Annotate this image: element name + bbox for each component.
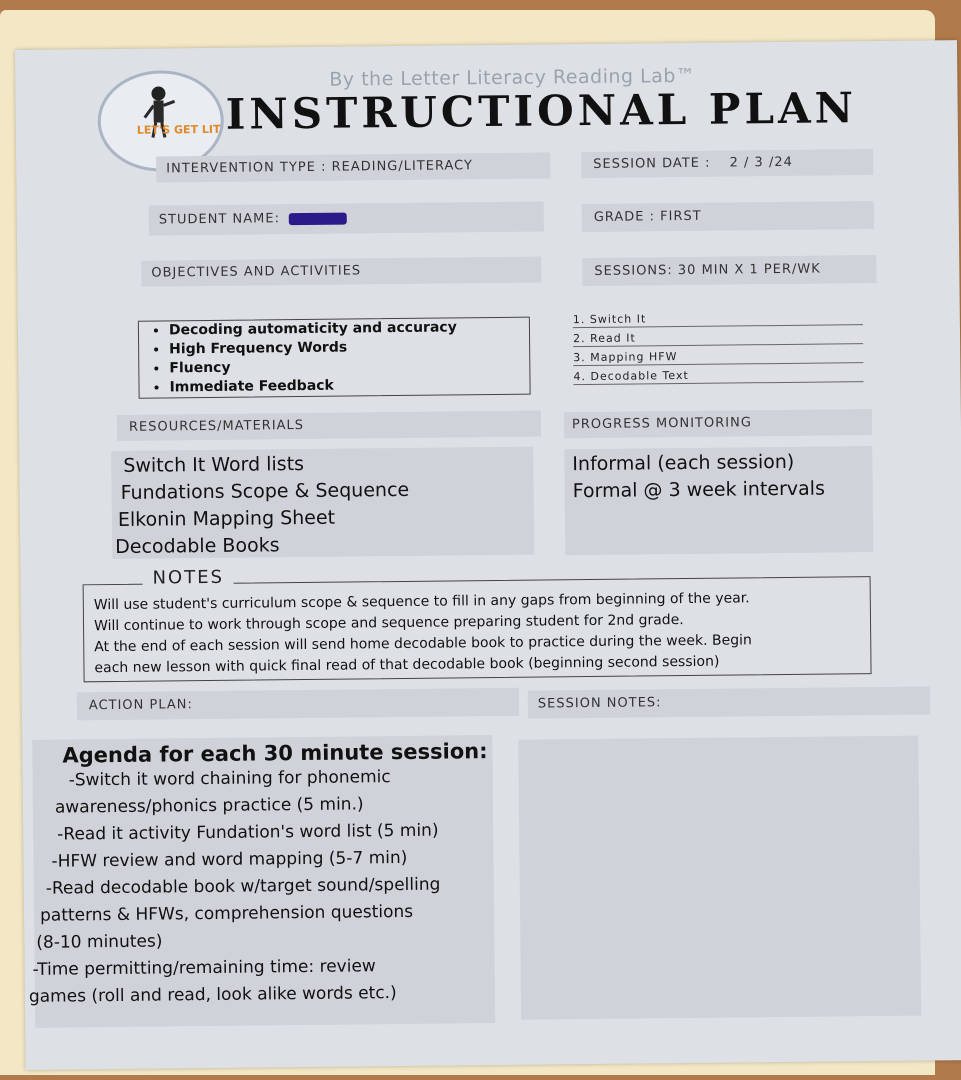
progress-list [564, 446, 873, 555]
resource-item: Elkonin Mapping Sheet [117, 506, 336, 531]
instructional-plan-page [15, 40, 961, 1070]
progress-header [564, 409, 872, 438]
agenda-line: awareness/phonics practice (5 min.) [54, 794, 364, 818]
figure-icon [100, 73, 221, 169]
student-name-label: STUDENT NAME: [158, 211, 281, 228]
resources-header [117, 411, 541, 441]
resource-item: Fundations Scope & Sequence [120, 478, 410, 504]
grade-text: GRADE : FIRST [593, 208, 702, 225]
notes-body [84, 577, 871, 679]
progress-item: Informal (each session) [572, 450, 795, 476]
logo-text: LET'S GET LIT [136, 122, 221, 137]
step-item: 2. Read It [573, 325, 863, 347]
agenda-line: -Read it activity Fundation's word list (5 min) [57, 820, 439, 845]
objectives-list [139, 318, 530, 398]
notes-line: Will use student's curriculum scope & sequence to fill in any gaps from beginning of the year. [93, 590, 750, 614]
session-notes-label: SESSION NOTES: [537, 695, 662, 712]
student-name-field [149, 201, 544, 235]
session-date-field [581, 149, 873, 178]
action-plan-label: ACTION PLAN: [88, 697, 193, 714]
agenda-content [28, 739, 505, 1011]
sessions-text: SESSIONS: 30 MIN X 1 PER/WK [594, 261, 821, 279]
progress-label: PROGRESS MONITORING [571, 415, 752, 433]
agenda-line: (8-10 minutes) [36, 931, 163, 953]
notes-title: NOTES [142, 567, 234, 589]
sessions-field [582, 255, 876, 286]
page-title: INSTRUCTIONAL PLAN [225, 83, 858, 139]
notes-line: Will continue to work through scope and sequence preparing student for 2nd grade. [93, 612, 684, 635]
intervention-type-field [156, 152, 550, 182]
resource-item: Decodable Books [115, 534, 280, 558]
agenda-title: Agenda for each 30 minute session: [62, 739, 488, 768]
agenda-line: -Time permitting/remaining time: review [32, 956, 376, 980]
notes-line: At the end of each session will send home decodable book to practice during the week. Begin [94, 632, 752, 656]
agenda-line: -Read decodable book w/target sound/spelling [45, 874, 441, 899]
agenda-line: patterns & HFWs, comprehension questions [39, 901, 414, 926]
resources-list [111, 447, 534, 559]
grade-field [582, 201, 874, 232]
objectives-label: OBJECTIVES AND ACTIVITIES [151, 263, 362, 281]
step-item: 3. Mapping HFW [573, 344, 863, 366]
resources-label: RESOURCES/MATERIALS [128, 417, 305, 435]
step-item: 4. Decodable Text [573, 363, 863, 385]
activity-steps [573, 306, 864, 385]
intervention-type-text: INTERVENTION TYPE : READING/LITERACY [166, 158, 473, 177]
action-plan-header [77, 688, 519, 721]
session-date-value: 2 / 3 /24 [729, 154, 793, 171]
notes-line: each new lesson with quick final read of that decodable book (beginning second session) [94, 653, 720, 677]
objective-item: • Immediate Feedback [169, 375, 529, 398]
resource-item: Switch It Word lists [123, 452, 305, 477]
agenda-line: games (roll and read, look alike words etc.) [28, 983, 397, 1007]
session-date-label: SESSION DATE : [593, 155, 711, 172]
lab-subtitle: By the Letter Literacy Reading Lab™ [329, 64, 696, 91]
objectives-header [141, 257, 541, 287]
objective-item: • High Frequency Words [169, 337, 529, 360]
agenda-line: -HFW review and word mapping (5-7 min) [51, 847, 408, 872]
redacted-name [289, 212, 347, 225]
session-notes-panel [518, 736, 921, 1020]
objective-item: • Fluency [169, 356, 529, 379]
objectives-box [138, 317, 531, 399]
notes-box [83, 576, 872, 682]
step-item: 1. Switch It [573, 306, 863, 328]
progress-item: Formal @ 3 week intervals [572, 477, 826, 503]
session-notes-header [528, 686, 930, 718]
agenda-line: -Switch it word chaining for phonemic [68, 767, 391, 791]
objective-item: • Decoding automaticity and accuracy [169, 318, 529, 341]
